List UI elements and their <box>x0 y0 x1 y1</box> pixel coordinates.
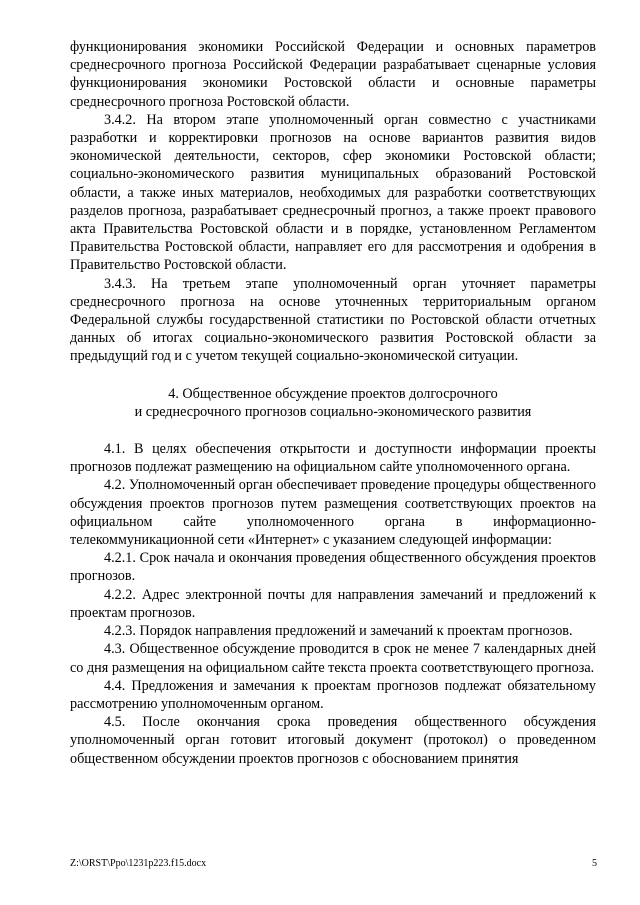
footer-page-number: 5 <box>592 858 597 869</box>
section-4-heading-line-2: и среднесрочного прогнозов социально-экономического развития <box>134 403 532 420</box>
footer-file-path: Z:\ORST\Ppo\1231p223.f15.docx <box>70 858 207 869</box>
spacer <box>70 421 596 440</box>
paragraph-4-3: 4.3. Общественное обсуждение проводится в срок не менее 7 календарных дней со дня размещения на официальном сайте текста проекта соответствующего прогноза. <box>70 641 596 676</box>
spacer <box>70 366 596 385</box>
document-body <box>70 38 596 768</box>
paragraph-4-2-3: 4.2.3. Порядок направления предложений и замечаний к проектам прогнозов. <box>104 623 573 640</box>
paragraph-4-4: 4.4. Предложения и замечания к проектам прогнозов подлежат обязательному рассмотрению уполномоченным органом. <box>70 677 596 712</box>
paragraph-4-2-1: 4.2.1. Срок начала и окончания проведения общественного обсуждения проектов прогнозов. <box>70 550 596 585</box>
paragraph-continuation: функционирования экономики Российской Федерации и основных параметров среднесрочного прогноза Российской Федерации разрабатывает сценарные условия функционирования экономики Ростовской области и основные параметры среднесрочного прогноза Ростовской области. <box>70 39 596 110</box>
paragraph-4-2-2: 4.2.2. Адрес электронной почты для направления замечаний и предложений к проектам прогнозов. <box>70 586 596 621</box>
paragraph-4-1: 4.1. В целях обеспечения открытости и доступности информации проекты прогнозов подлежат размещению на официальном сайте уполномоченного органа. <box>70 441 596 476</box>
section-4-heading-line-1: 4. Общественное обсуждение проектов долгосрочного <box>168 385 498 402</box>
paragraph-4-2: 4.2. Уполномоченный орган обеспечивает проведение процедуры общественного обсуждения проектов прогнозов путем размещения соответствующих проектов на официальном сайте уполномоченного органа в информационно-телекоммуникационной сети «Интернет» с указанием следующей информации: <box>70 477 596 549</box>
paragraph-3-4-2: 3.4.2. На втором этапе уполномоченный орган совместно с участниками разработки и корректировки прогнозов на основе вариантов развития видов экономической деятельности, секторов, сфер экономики Ростовской области; социально-экономического развития муниципальных образований Ростовской области, а также иных материалов, необходимых для разработки соответствующих разделов прогноза, разрабатывает среднесрочный прогноз, а также проект правового акта Правительства Ростовской области и в порядке, установленном Регламентом Правительства Ростовской области, направляет его для рассмотрения и одобрения в Правительство Ростовской области. <box>70 111 596 274</box>
paragraph-4-5: 4.5. После окончания срока проведения общественного обсуждения уполномоченный орган готовит итоговый документ (протокол) о проведенном общественном обсуждении проектов прогнозов с обоснованием принятия <box>70 714 596 767</box>
paragraph-3-4-3: 3.4.3. На третьем этапе уполномоченный орган уточняет параметры среднесрочного прогноза на основе уточненных территориальным органом Федеральной службы государственной статистики по Ростовской области отчетных данных об итогах социально-экономического развития Ростовской области за предыдущий год и с учетом текущей социально-экономической ситуации. <box>70 275 596 365</box>
